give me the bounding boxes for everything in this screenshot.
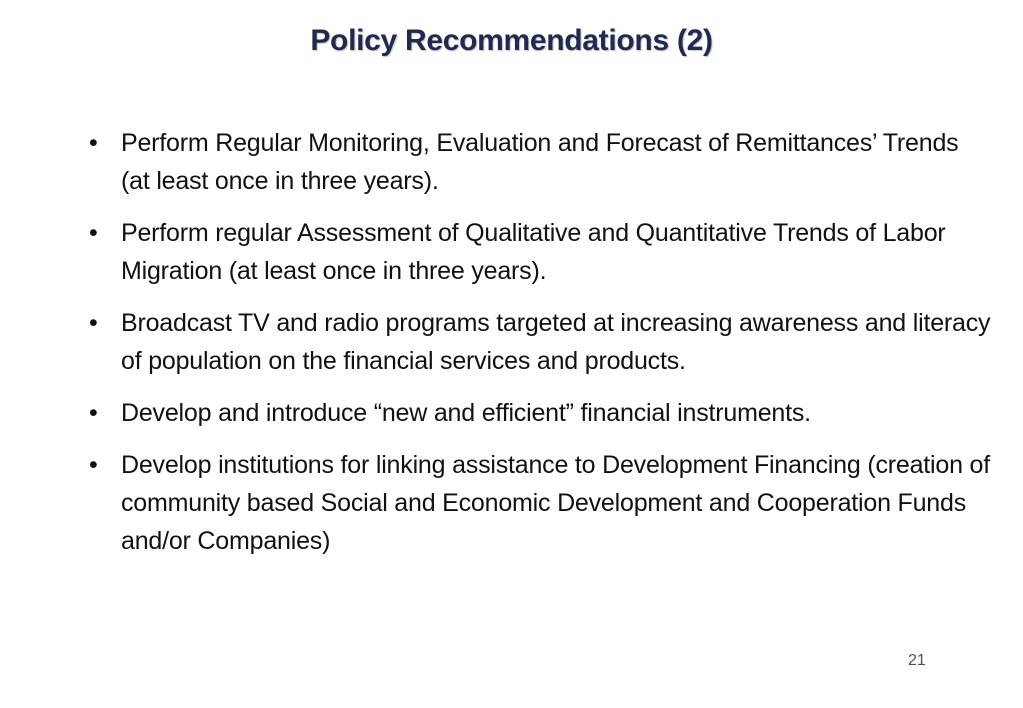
bullet-icon: •	[89, 219, 98, 247]
bullet-icon: •	[89, 399, 98, 427]
bullet-item-5	[86, 446, 991, 560]
bullet-text: Develop institutions for linking assistance to Development Financing (creation of community based Social and Economic Development and Cooperation Funds and/or Companies)	[121, 451, 990, 555]
bullet-item-4	[86, 394, 991, 432]
bullet-icon: •	[89, 451, 98, 479]
bullet-list	[86, 124, 991, 574]
bullet-text: Perform Regular Monitoring, Evaluation and Forecast of Remittances’ Trends (at least once in three years).	[121, 129, 959, 195]
bullet-text: Develop and introduce “new and efficient” financial instruments.	[121, 399, 811, 427]
bullet-item-3	[86, 304, 991, 380]
bullet-text: Broadcast TV and radio programs targeted at increasing awareness and literacy of population on the financial services and products.	[121, 309, 991, 375]
page-number: 21	[908, 652, 926, 669]
bullet-icon: •	[89, 309, 98, 337]
bullet-text: Perform regular Assessment of Qualitative and Quantitative Trends of Labor Migration (at least once in three years).	[121, 219, 946, 285]
slide-title: Policy Recommendations (2)	[310, 24, 713, 57]
bullet-item-2	[86, 214, 991, 290]
bullet-icon: •	[89, 129, 98, 157]
bullet-item-1	[86, 124, 991, 200]
